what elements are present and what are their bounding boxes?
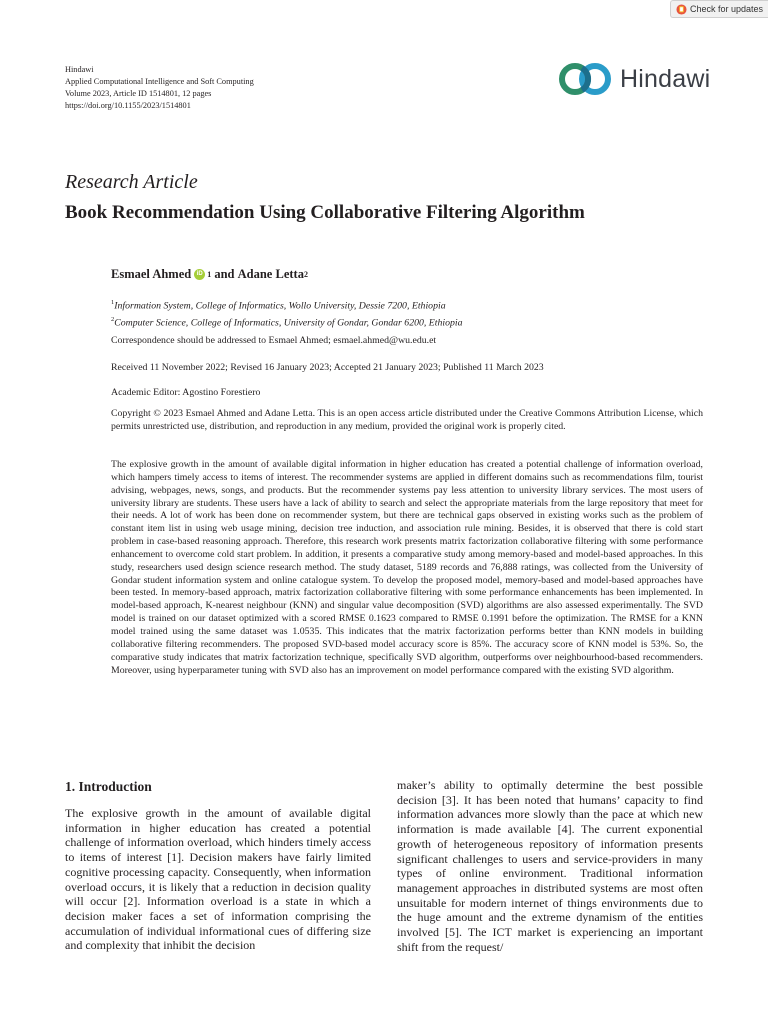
body-text-right-column: maker’s ability to optimally determine the best possible decision [3]. It has been noted that humans’ capacity to find information advances more slowly than the pace at which new information is made available [4]. The current exponential growth of heterogeneous repository of information presents significant challenges to users and service-providers in many types of online environment. Traditional information management approaches in distributed systems are most often unsuitable for modern internet of things environments due to the huge amount and the extreme dynamism of the entities involved [5]. The ICT market is experiencing an important shift from the request/ (397, 778, 703, 954)
publisher-name: Hindawi (65, 65, 94, 74)
affiliation-line (111, 296, 463, 313)
hindawi-logo-icon (557, 61, 613, 97)
author-name[interactable]: Adane Letta (237, 267, 304, 281)
section-heading: 1. Introduction (65, 779, 152, 794)
journal-name: Applied Computational Intelligence and Soft Computing (65, 77, 254, 86)
correspondence: Correspondence should be addressed to Esmael Ahmed; esmael.ahmed@wu.edu.et (111, 335, 437, 346)
academic-editor: Academic Editor: Agostino Forestiero (111, 387, 261, 398)
author-connector: and (211, 267, 238, 281)
hindawi-logo (557, 61, 710, 97)
affiliation-line (111, 313, 463, 330)
check-for-updates-button[interactable] (670, 0, 768, 18)
volume-info: Volume 2023, Article ID 1514801, 12 pages (65, 89, 212, 98)
affiliation-text: Computer Science, College of Informatics, University of Gondar, Gondar 6200, Ethiopia (114, 317, 463, 329)
author-name[interactable]: Esmael Ahmed (111, 267, 192, 281)
affiliation-marker: 2 (303, 270, 308, 279)
doi-link[interactable]: https://doi.org/10.1155/2023/1514801 (65, 101, 191, 110)
article-type: Research Article (65, 171, 198, 193)
affiliation-text: Information System, College of Informatics, Wollo University, Dessie 7200, Ethiopia (114, 300, 446, 312)
journal-header (65, 64, 254, 112)
affiliation-number: 2 (111, 316, 115, 324)
hindawi-logo-text: Hindawi (620, 64, 711, 93)
publication-dates: Received 11 November 2022; Revised 16 January 2023; Accepted 21 January 2023; Published 11 March 2023 (111, 362, 544, 373)
affiliation-number: 1 (111, 299, 115, 306)
affiliation-marker: 1 (207, 270, 212, 279)
article-title: Book Recommendation Using Collaborative Filtering Algorithm (65, 202, 585, 223)
check-for-updates-label: Check for updates (690, 4, 764, 14)
affiliations (111, 296, 463, 331)
body-text-left-column: The explosive growth in the amount of available digital information in higher education has created a potential challenge of information overload, which hinders timely access to items of interest [1]. Decision makers have fairly limited cognitive processing capacity. Consequently, when information overload occurs, it is likely that a reduction in decision quality will occur [2]. Information overload is a state in which a decision maker faces a set of information comprising the accumulation of individual informational cues of differing size and complexity that inhibit the decision (65, 806, 371, 953)
abstract: The explosive growth in the amount of available digital information in higher education has created a potential challenge of information overload, which hampers timely access to items of interest. The recommender systems are applied in different domains such as recommendations film, tourist advising, webpages, news, songs, and products. But the recommender systems pay less attention to university library services. The most users of university library are students. These users have a lack of ability to search and select the appropriate materials from the large repository that meet for their needs. A lot of work has been done on recommender system, but there are technical gaps observed in existing works such as the problem of constant item list in using web usage mining, decision tree induction, and association rule mining. Besides, it is observed that there is cold start problem in case-based reasoning approach. Therefore, this research work presents matrix factorization collaborative filtering with some performance enhancement to overcome cold start problem. In addition, it presents a comparative study among memory-based and model-based approaches. In this study, researchers used design science research method. The study dataset, 5189 records and 76,888 ratings, was collected from the University of Gondar student information system and online catalogue system. To develop the proposed model, memory-based and model-based approaches have been tested. In memory-based approach, matrix factorization collaborative filtering with some performance enhancements has been implemented. In model-based approach, K-nearest neighbour (KNN) and singular value decomposition (SVD) algorithms are also assessed experimentally. The SVD model is trained on our dataset optimized with a scored RMSE 0.1623 compared to RMSE 0.1991 before the optimization. The RMSE for a KNN model trained using the same dataset was 1.0535. This indicates that the matrix factorization performs better than KNN models in building collaborative filtering recommenders. The proposed SVD-based model accuracy score is 85%. The accuracy score of KNN model is 53%. So, the comparative study indicates that matrix factorization technique, specifically SVD algorithm, outperforms over neighbourhood-based recommenders. Moreover, using hyperparameter tuning with SVD also has an improvement on model performance compared with the existing SVD algorithm. (111, 459, 703, 676)
orcid-icon[interactable]: iD (194, 269, 205, 280)
author-list (111, 267, 308, 282)
copyright-notice: Copyright © 2023 Esmael Ahmed and Adane Letta. This is an open access article distributed under the Creative Commons Attribution License, which permits unrestricted use, distribution, and reproduction in any medium, provided the original work is properly cited. (111, 408, 703, 432)
crossmark-icon (676, 4, 687, 15)
